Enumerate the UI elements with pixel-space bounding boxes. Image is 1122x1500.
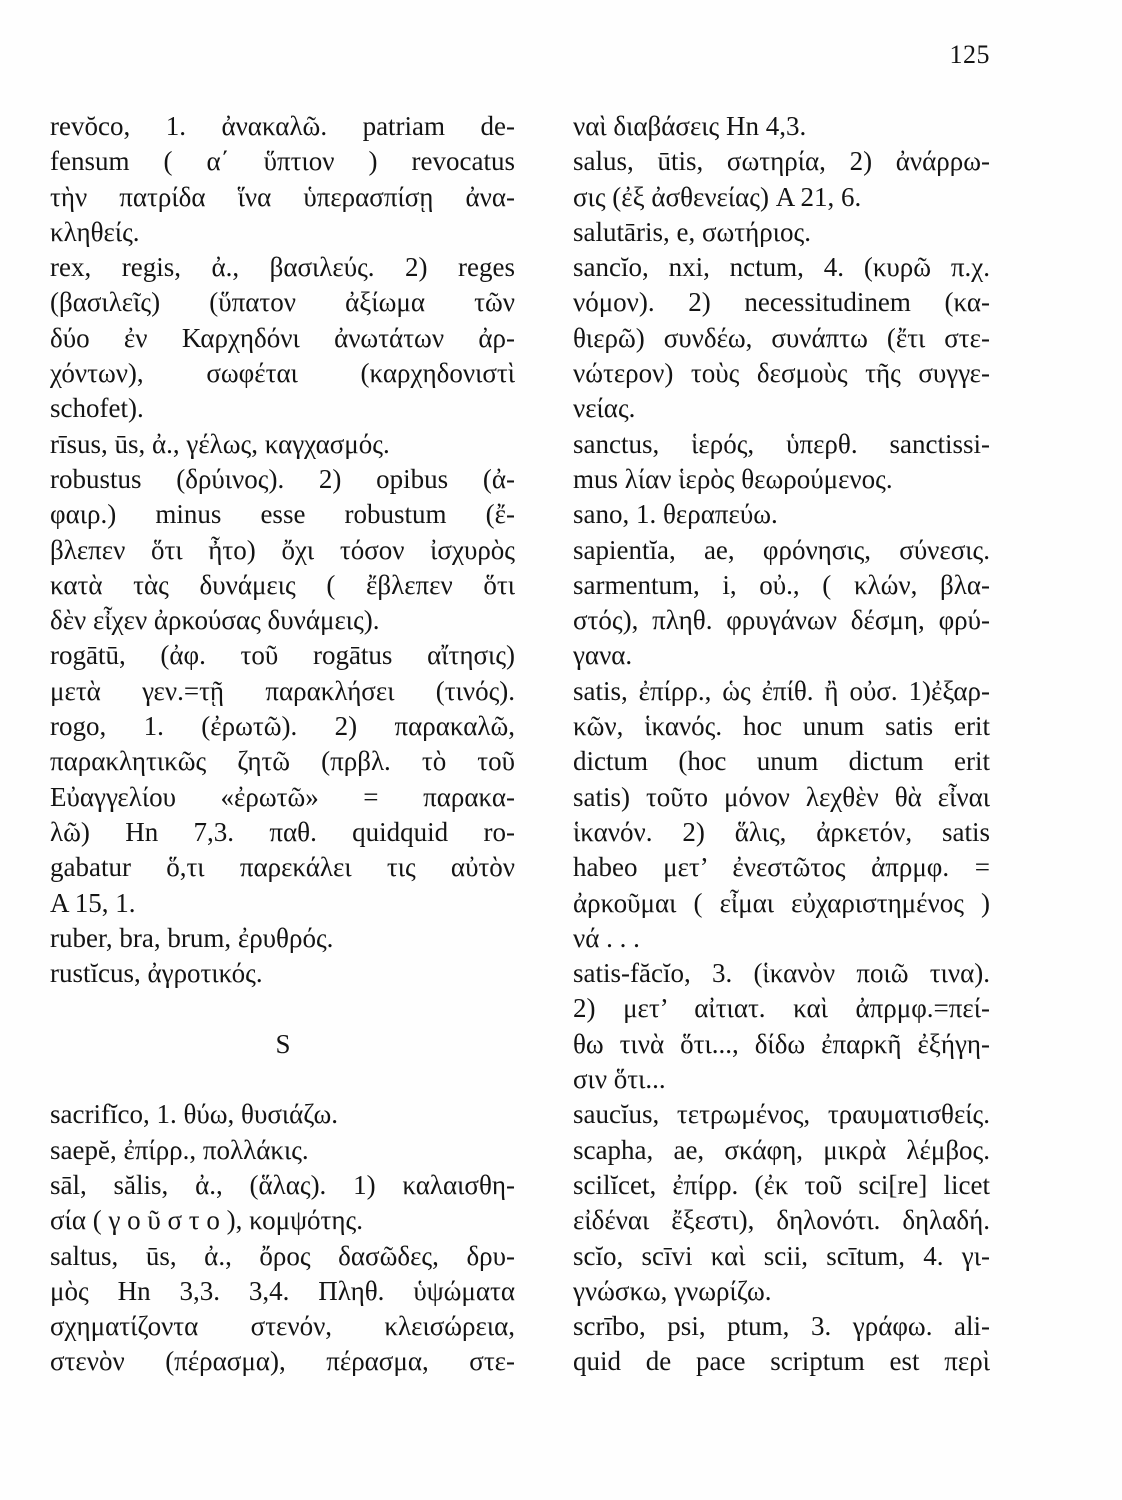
dictionary-line: sanctus, ἱερός, ὑπερθ. sanctissi- (573, 428, 990, 459)
dictionary-line: robustus (δρύινος). 2) opibus (ἀ- (50, 463, 515, 494)
dictionary-line: revŏco, 1. ἀνακαλῶ. patriam de- (50, 111, 515, 141)
dictionary-line: γανα. (573, 640, 633, 671)
dictionary-line: κῶν, ἱκανός. hoc unum satis erit (573, 711, 990, 742)
dictionary-line: rīsus, ūs, ἀ., γέλως, καγχασμός. (50, 428, 390, 459)
dictionary-line: ruber, bra, brum, ἐρυθρός. (50, 922, 334, 953)
dictionary-line: γνώσκω, γνωρίζω. (573, 1275, 772, 1306)
dictionary-line: δὲν εἶχεν ἀρκούσας δυνάμεις). (50, 605, 380, 636)
dictionary-line: gabatur ὅ,τι παρεκάλει τις αὐτὸν (50, 852, 515, 883)
dictionary-line: τὴν πατρίδα ἵνα ὑπερασπίσῃ ἀνα- (50, 181, 515, 212)
dictionary-line: sancĭo, nxi, nctum, 4. (κυρῶ π.χ. (573, 252, 990, 283)
dictionary-line: satis) τοῦτο μόνον λεχθὲν θὰ εἶναι (573, 781, 990, 812)
dictionary-line: scĭo, scīvi καὶ scii, scītum, 4. γι- (573, 1240, 990, 1271)
dictionary-line: δύο ἐν Καρχηδόνι ἀνωτάτων ἀρ- (50, 322, 515, 353)
dictionary-line: φαιρ.) minus esse robustum (ἔ- (50, 499, 515, 530)
dictionary-line: κατὰ τὰς δυνάμεις ( ἔβλεπεν ὅτι (50, 569, 515, 600)
dictionary-line: σχηματίζοντα στενόν, κλεισώρεια, (50, 1311, 515, 1342)
dictionary-line: A 15, 1. (50, 887, 136, 918)
dictionary-line: rogo, 1. (ἐρωτῶ). 2) παρακαλῶ, (50, 711, 515, 742)
section-heading: S (275, 1028, 291, 1059)
dictionary-line: satis-făcĭo, 3. (ἱκανὸν ποιῶ τινα). (573, 958, 990, 989)
dictionary-line: στός), πληθ. φρυγάνων δέσμη, φρύ- (573, 605, 990, 636)
right-column (573, 109, 991, 1380)
dictionary-line: σία ( γ ο ῦ σ τ ο ), κομψότης. (50, 1205, 363, 1236)
dictionary-line: rex, regis, ἀ., βασιλεύς. 2) reges (50, 252, 515, 283)
dictionary-line: scrībo, psi, ptum, 3. γράφω. ali- (573, 1311, 990, 1342)
dictionary-line: sacrifĭco, 1. θύω, θυσιάζω. (50, 1099, 339, 1130)
page-number: 125 (949, 40, 990, 69)
dictionary-line: 2) μετ’ αἰτιατ. καὶ ἀπρμφ.=πεί- (573, 993, 990, 1024)
dictionary-line: rustĭcus, ἀγροτικός. (50, 958, 263, 989)
dictionary-line: sāl, sălis, ἀ., (ἅλας). 1) καλαισθη- (50, 1169, 515, 1200)
dictionary-line: scilĭcet, ἐπίρρ. (ἐκ τοῦ sci[re] licet (573, 1169, 990, 1200)
dictionary-line: θιερῶ) συνδέω, συνάπτω (ἔτι στε- (573, 322, 990, 353)
dictionary-line: ναὶ διαβάσεις Hn 4,3. (573, 111, 807, 141)
dictionary-line: νώτερον) τοὺς δεσμοὺς τῆς συγγε- (573, 358, 990, 389)
dictionary-line: σις (ἐξ ἀσθενείας) A 21, 6. (573, 181, 862, 212)
dictionary-line: salutāris, e, σωτήριος. (573, 216, 811, 247)
dictionary-line: sapientĭa, ae, φρόνησις, σύνεσις. (573, 534, 990, 565)
dictionary-line: θω τινὰ ὅτι..., δίδω ἐπαρκῆ ἐξήγη- (573, 1028, 990, 1059)
dictionary-line: βλεπεν ὅτι ἦτο) ὄχι τόσον ἰσχυρὸς (50, 534, 515, 565)
dictionary-line: saucĭus, τετρωμένος, τραυματισθείς. (573, 1099, 990, 1130)
dictionary-line: scapha, ae, σκάφη, μικρὰ λέμβος. (573, 1134, 990, 1165)
dictionary-line: μὸς Hn 3,3. 3,4. Πληθ. ὑψώματα (50, 1275, 515, 1306)
dictionary-line: saltus, ūs, ἀ., ὄρος δασῶδες, δρυ- (50, 1240, 515, 1271)
dictionary-line: rogātū, (ἀφ. τοῦ rogātus αἴτησις) (50, 640, 515, 671)
dictionary-line: παρακλητικῶς ζητῶ (πρβλ. τὸ τοῦ (50, 746, 515, 777)
dictionary-line: quid de pace scriptum est περὶ (573, 1346, 990, 1377)
dictionary-line: sano, 1. θεραπεύω. (573, 499, 778, 530)
dictionary-line: schofet). (50, 393, 144, 424)
dictionary-line: μετὰ γεν.=τῇ παρακλήσει (τινός). (50, 675, 515, 706)
dictionary-line: habeo μετ’ ἐνεστῶτος ἀπρμφ. = (573, 852, 990, 883)
dictionary-line: (βασιλεῖς) (ὕπατον ἀξίωμα τῶν (50, 287, 515, 318)
dictionary-line: κληθείς. (50, 216, 140, 247)
dictionary-line: dictum (hoc unum dictum erit (573, 746, 990, 777)
dictionary-line: mus λίαν ἱερὸς θεωρούμενος. (573, 463, 893, 494)
dictionary-line: στενὸν (πέρασμα), πέρασμα, στε- (50, 1346, 515, 1377)
left-column (50, 109, 516, 1380)
dictionary-line: ἀρκοῦμαι ( εἶμαι εὐχαριστημένος ) (573, 887, 990, 918)
dictionary-line: νά . . . (573, 922, 640, 953)
dictionary-line: Εὐαγγελίου «ἐρωτῶ» = παρακα- (50, 781, 515, 812)
dictionary-line: σιν ὅτι... (573, 1064, 666, 1095)
dictionary-line: εἰδέναι ἔξεστι), δηλονότι. δηλαδή. (573, 1205, 990, 1236)
dictionary-line: saepĕ, ἐπίρρ., πολλάκις. (50, 1134, 309, 1165)
dictionary-line: χόντων), σωφέται (καρχηδονιστὶ (50, 358, 515, 389)
dictionary-line: sarmentum, i, οὐ., ( κλών, βλα- (573, 569, 990, 600)
dictionary-line: λῶ) Hn 7,3. παθ. quidquid ro- (50, 816, 515, 847)
dictionary-line: νείας. (573, 393, 636, 424)
dictionary-line: satis, ἐπίρρ., ὡς ἐπίθ. ἢ οὐσ. 1)ἐξαρ- (573, 675, 990, 706)
dictionary-line: νόμον). 2) necessitudinem (κα- (573, 287, 990, 318)
dictionary-line: ἱκανόν. 2) ἅλις, ἀρκετόν, satis (573, 816, 990, 847)
dictionary-line: fensum ( α΄ ὕπτιον ) revocatus (50, 146, 515, 177)
dictionary-line: salus, ūtis, σωτηρία, 2) ἀνάρρω- (573, 146, 990, 177)
